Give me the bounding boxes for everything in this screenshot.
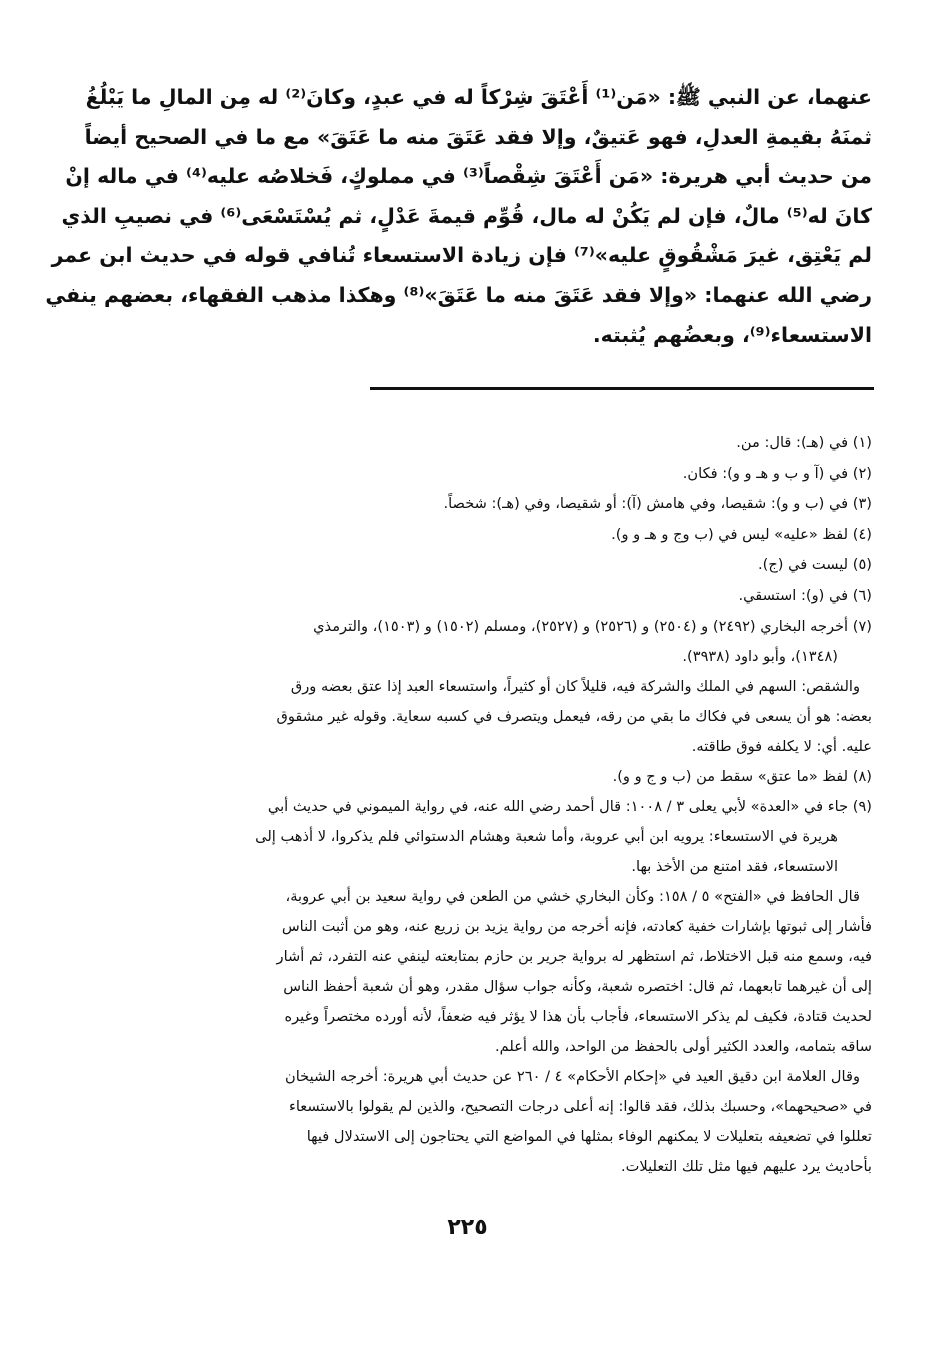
footnote-paragraph-line: بأحاديث يرد عليهم فيها مثل تلك التعليلات. xyxy=(621,1158,872,1176)
footnote-7 xyxy=(150,612,872,762)
footnote-3: (٣) في (ب و و): شقيصا، وفي هامش (آ): أو شقيصا، وفي (هـ): شخصاً. xyxy=(443,495,872,513)
footnote-paragraph-line: إلى أن غيرهما تابعهما، ثم قال: اختصره شعبة، وكأنه جواب سؤال مقدر، وهو أن شعبة أحفظ الناس xyxy=(283,978,872,996)
footnote-paragraph-line: فأشار إلى ثبوتها بإشارات خفية كعادته، فإنه أخرجه من رواية يزيد بن زريع عنه، وهو من أثبت الناس xyxy=(281,918,872,936)
page-number: ٢٢٥ xyxy=(447,1215,488,1240)
footnote-paragraph-line: عليه. أي: لا يكلفه فوق طاقته. xyxy=(691,737,872,755)
footnote-2: (٢) في (آ و ب و هـ و و): فكان. xyxy=(682,464,872,482)
footnote-line: الاستسعاء، فقد امتنع من الأخذ بها. xyxy=(631,858,838,876)
footnote-paragraph-line: فيه، وسمع منه قبل الاختلاط، ثم استظهر له برواية جرير بن حازم بمتابعته لينفي عنه التفرد، ثم أشار xyxy=(276,948,872,966)
footnotes-block xyxy=(150,428,872,1182)
footnote-4: (٤) لفظ «عليه» ليس في (ب وج و هـ و و). xyxy=(611,525,872,543)
footnote-paragraph-line: قال الحافظ في «الفتح» ٥ / ١٥٨: وكأن البخاري خشي من الطعن في رواية سعيد بن أبي عروبة، xyxy=(285,888,860,906)
main-text-line: لم يَعْتِق، غيرَ مَشْقُوقٍ عليه»⁽⁷⁾ فإن زيادة الاستسعاء تُنافي قوله في حديث ابن عمر xyxy=(51,243,872,268)
footnote-8: (٨) لفظ «ما عتق» سقط من (ب و ج و و). xyxy=(612,767,872,785)
main-text-block xyxy=(45,78,872,355)
footnote-9 xyxy=(150,792,872,1182)
footnote-paragraph-line: ساقه بتمامه، والعدد الكثير أولى بالحفظ من الواحد، والله أعلم. xyxy=(495,1038,872,1056)
footnote-paragraph-line: في «صحيحهما»، وحسبك بذلك، فقد قالوا: إنه أعلى درجات التصحيح، والذين لم يقولوا بالاستسعاء xyxy=(289,1098,872,1116)
main-text-line: كانَ له⁽⁵⁾ مالٌ، فإن لم يَكُنْ له مال، قُوِّم قيمةَ عَدْلٍ، ثم يُسْتَسْعَى⁽⁶⁾ في نصيبِ الذي xyxy=(61,203,872,228)
main-text-line: ثمنَهُ بقيمةِ العدلِ، فهو عَتيقٌ، وإلا فقد عَتَقَ منه ما عَتَقَ» مع ما في الصحيح أيضاً xyxy=(84,124,872,149)
footnote-paragraph-line: والشقص: السهم في الملك والشركة فيه، قليلاً كان أو كثيراً، واستسعاء العبد إذا عتق بعضه ورق xyxy=(290,677,860,695)
footnote-5: (٥) ليست في (ج). xyxy=(758,556,872,574)
footnote-paragraph-line: لحديث قتادة، فكيف لم يذكر الاستسعاء، فأجاب بأن هذا لا يؤثر فيه ضعفاً، لأنه أورده مختصراً وغيره xyxy=(284,1008,872,1026)
footnote-6: (٦) في (و): استسقي. xyxy=(738,586,872,604)
main-text-line: عنهما، عن النبي ﷺ: «مَن⁽¹⁾ أَعْتَقَ شِرْكاً له في عبدٍ، وكانَ⁽²⁾ له مِن المالِ ما يَبْلُغُ xyxy=(85,85,872,109)
main-text-line: الاستسعاء⁽⁹⁾، وبعضُهم يُثبته. xyxy=(592,322,872,347)
footnote-line: هريرة في الاستسعاء: يرويه ابن أبي عروبة، وأما شعبة وهشام الدستوائي فلم يذكروا، لا أذهب إلى xyxy=(255,828,838,846)
footnote-line: (٩) جاء في «العدة» لأبي يعلى ٣ / ١٠٠٨: قال أحمد رضي الله عنه، في رواية الميموني في حديث أبي xyxy=(267,798,872,816)
footnote-line: (٧) أخرجه البخاري (٢٤٩٢) و (٢٥٠٤) و (٢٥٢٦) و (٢٥٢٧)، ومسلم (١٥٠٢) و (١٥٠٣)، والترمذي xyxy=(313,617,872,635)
footnote-paragraph-line: بعضه: هو أن يسعى في فكاك ما بقي من رقه، فيعمل ويتصرف في كسبه سعاية. وقوله غير مشقوق xyxy=(276,707,872,725)
main-text-line: من حديث أبي هريرة: «مَن أَعْتَقَ شِقْصاً⁽³⁾ في مملوكٍ، فَخلاصُه عليه⁽⁴⁾ في ماله إنْ xyxy=(65,164,872,189)
footnote-paragraph-line: تعللوا في تضعيفه بتعليلات لا يمكنهم الوفاء بمثلها في المواضع التي يحتاجون إلى الاستدلال فيها xyxy=(306,1128,872,1146)
footnote-1: (١) في (هـ): قال: من. xyxy=(736,434,872,451)
footnote-line: (١٣٤٨)، وأبو داود (٣٩٣٨). xyxy=(682,647,838,665)
footnote-paragraph-line: وقال العلامة ابن دقيق العيد في «إحكام الأحكام» ٤ / ٢٦٠ عن حديث أبي هريرة: أخرجه الشيخان xyxy=(285,1068,860,1086)
main-text-line: رضي الله عنهما: «وإلا فقد عَتَقَ منه ما عَتَقَ»⁽⁸⁾ وهكذا مذهب الفقهاء، بعضهم ينفي xyxy=(45,282,872,307)
footnote-separator xyxy=(370,387,874,390)
